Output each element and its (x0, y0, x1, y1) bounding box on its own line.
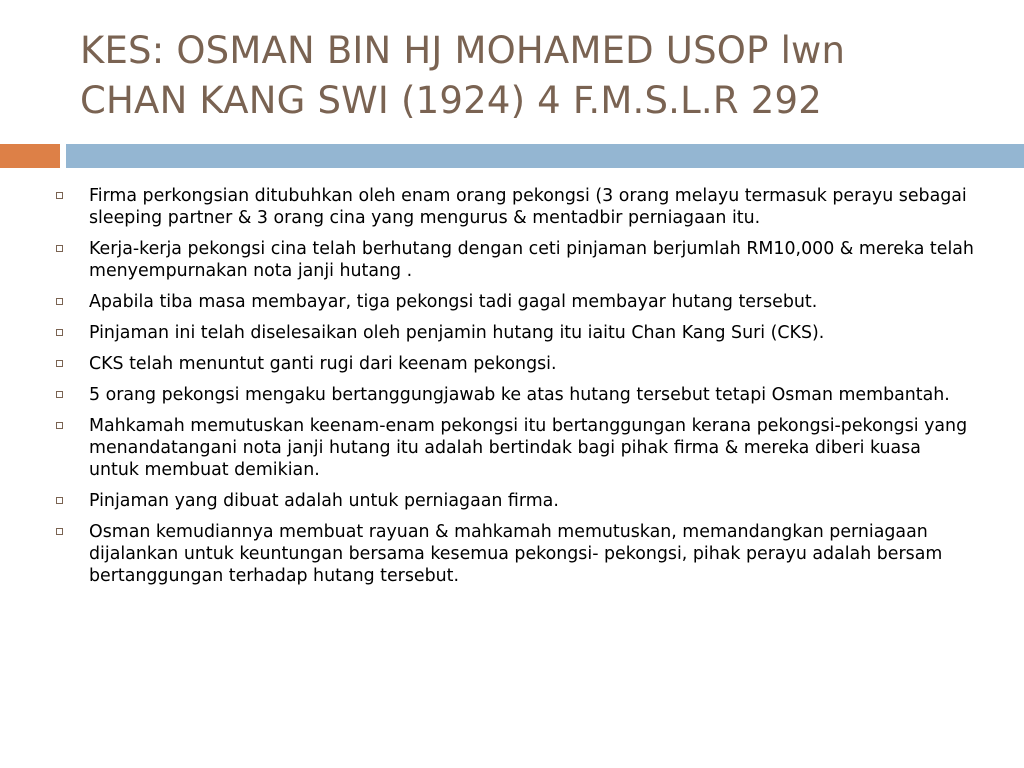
title-divider-bar (66, 144, 1024, 168)
bullet-text: Apabila tiba masa membayar, tiga pekongsi tadi gagal membayar hutang tersebut. (89, 292, 818, 312)
hollow-square-bullet-icon (56, 360, 63, 367)
bullet-list (56, 185, 976, 596)
bullet-item (56, 322, 976, 344)
bullet-item (56, 415, 976, 481)
accent-bar (0, 144, 60, 168)
slide-title-line-2: CHAN KANG SWI (1924) 4 F.M.S.L.R 292 (80, 79, 822, 122)
bullet-text: Firma perkongsian ditubuhkan oleh enam orang pekongsi (3 orang melayu termasuk perayu sebagai sleeping partner & 3 orang cina yang mengurus & mentadbir perniagaan itu. (89, 186, 967, 228)
bullet-text: Mahkamah memutuskan keenam-enam pekongsi itu bertanggungan kerana pekongsi-pekongsi yang menandatangani nota janji hutang itu adalah bertindak bagi pihak firma & mereka diberi kuasa untuk membuat demikian. (89, 416, 968, 480)
hollow-square-bullet-icon (56, 329, 63, 336)
hollow-square-bullet-icon (56, 192, 63, 199)
bullet-text: 5 orang pekongsi mengaku bertanggungjawab ke atas hutang tersebut tetapi Osman membantah. (89, 385, 950, 405)
bullet-item (56, 353, 976, 375)
bullet-text: CKS telah menuntut ganti rugi dari keenam pekongsi. (89, 354, 557, 374)
hollow-square-bullet-icon (56, 422, 63, 429)
bullet-item (56, 490, 976, 512)
bullet-item (56, 185, 976, 229)
hollow-square-bullet-icon (56, 245, 63, 252)
bullet-text: Pinjaman ini telah diselesaikan oleh penjamin hutang itu iaitu Chan Kang Suri (CKS). (89, 323, 825, 343)
bullet-text: Kerja-kerja pekongsi cina telah berhutang dengan ceti pinjaman berjumlah RM10,000 & mereka telah menyempurnakan nota janji hutang . (89, 239, 974, 281)
bullet-text: Osman kemudiannya membuat rayuan & mahkamah memutuskan, memandangkan perniagaan dijalankan untuk keuntungan bersama kesemua pekongsi- pekongsi, pihak perayu adalah bersam bertanggungan terhadap hutang tersebut. (89, 522, 943, 586)
bullet-item (56, 384, 976, 406)
hollow-square-bullet-icon (56, 497, 63, 504)
hollow-square-bullet-icon (56, 298, 63, 305)
slide-title (80, 26, 1000, 126)
bullet-item (56, 291, 976, 313)
slide-title-line-1: KES: OSMAN BIN HJ MOHAMED USOP lwn (80, 29, 846, 72)
bullet-item (56, 238, 976, 282)
bullet-item (56, 521, 976, 587)
bullet-text: Pinjaman yang dibuat adalah untuk perniagaan firma. (89, 491, 559, 511)
hollow-square-bullet-icon (56, 391, 63, 398)
hollow-square-bullet-icon (56, 528, 63, 535)
